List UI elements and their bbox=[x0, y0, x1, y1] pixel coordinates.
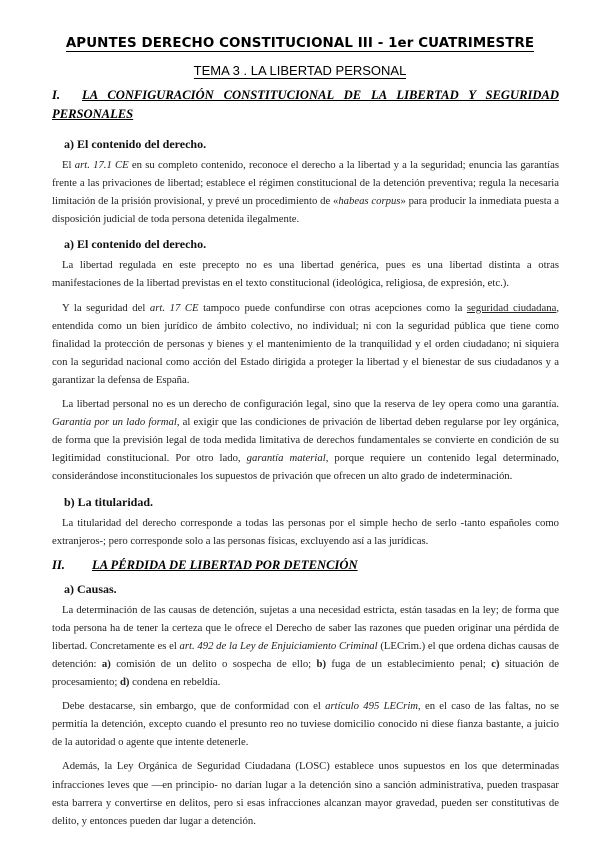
paragraph-libertad-regulada: La libertad regulada en este precepto no es una libertad genérica, pues es una libertad distinta a otras manifestaciones de la libertad previstas en el texto constitucional (ideológica, religiosa, de expresión, etc.). bbox=[52, 259, 559, 290]
topic-title-text: TEMA 3 . LA LIBERTAD PERSONAL bbox=[193, 63, 407, 78]
text: La libertad personal no es un derecho de configuración legal, sino que la reserva de ley opera como una garantía. bbox=[62, 398, 559, 411]
text: situación de procesamiento; bbox=[52, 657, 560, 689]
paragraph-seguridad bbox=[52, 299, 559, 389]
text: Debe destacarse, sin embargo, que de conformidad con el bbox=[62, 700, 326, 713]
text: » para producir la inmediata puesta a disposición judicial de toda persona detenida ilegalmente. bbox=[52, 195, 559, 226]
text: tampoco puede confundirse con otras acepciones como la bbox=[198, 301, 467, 314]
paragraph-titularidad: La titularidad del derecho corresponde a todas las personas por el simple hecho de serlo -tanto españoles como extranjeros-; pero corresponde solo a las personas físicas, excluyendo así a las jurídicas. bbox=[52, 516, 559, 547]
text: condena en rebeldía. bbox=[129, 676, 221, 689]
paragraph-art17-1 bbox=[52, 156, 559, 228]
section-title-2: LA PÉRDIDA DE LIBERTAD POR DETENCIÓN bbox=[92, 557, 358, 572]
subheading-titularidad: b) La titularidad. bbox=[64, 494, 154, 509]
document-body bbox=[52, 86, 559, 830]
text: comisión de un delito o sospecha de ello; bbox=[110, 657, 317, 670]
paragraph-faltas bbox=[52, 697, 559, 751]
italic-term: garantía material bbox=[246, 452, 326, 465]
paragraph-causas bbox=[52, 601, 559, 691]
subheading-causas: a) Causas. bbox=[64, 581, 117, 596]
paragraph-losc: Además, la Ley Orgánica de Seguridad Ciudadana (LOSC) establece unos supuestos en los que determinadas infracciones leves que —en principio- no darían lugar a la detención sino a sanción administrativa, pueden traspasar esta barrera y convertirse en delitos, pero si esas infracciones alcanzan mayor gravedad, pueden ser constitutivas de delito, y entonces pueden dar lugar a detención. bbox=[52, 760, 559, 827]
legal-reference: artículo 495 LECrim bbox=[325, 700, 419, 713]
legal-reference: art. 17 CE bbox=[149, 301, 199, 314]
section-heading-2 bbox=[52, 556, 559, 575]
latin-term: habeas corpus bbox=[338, 195, 401, 208]
legal-reference: art. 492 de la Ley de Enjuiciamiento Criminal bbox=[179, 639, 378, 652]
italic-term: Garantía por un lado formal bbox=[52, 416, 177, 429]
text: , al exigir que las condiciones de privación de libertad deben regularse por ley orgánica, de forma que la previsión legal de toda medida limitativa de derechos fundamentales se convierte en condición de su legitimidad constitucional. Por otro lado, bbox=[52, 416, 559, 465]
subheading-contenido-2: a) El contenido del derecho. bbox=[64, 237, 207, 252]
list-marker: b) bbox=[316, 657, 327, 670]
list-marker: d) bbox=[119, 676, 130, 689]
text: El bbox=[62, 159, 75, 171]
text: (LECrim.) el que ordena dichas causas de detención: bbox=[52, 639, 560, 670]
document-title bbox=[0, 36, 600, 51]
paragraph-configuracion-legal bbox=[52, 395, 559, 485]
topic-title bbox=[0, 63, 600, 78]
text: , porque requiere un contenido legal determinado, considerándose inconstitucionales los supuestos de privación que ofrecen un alto grado de indeterminación. bbox=[52, 452, 559, 483]
text: , entendida como un bien jurídico de ámbito colectivo, no individual; ni con la seguridad pública que tiene como finalidad la protección de personas y bienes y el mantenimiento de la tranquilidad y el orden ciudadano; ni siquiera con la seguridad nacional como acción del Estado dirigida a proteger la libertad y el bienestar de sus ciudadanos y a garantizar la defensa de España. bbox=[52, 301, 559, 386]
text: , en el caso de las faltas, no se permitía la detención, excepto cuando el presunto reo no tuviese domicilio conocido ni diese fianza bastante, a juicio de la autoridad o agente que intente detenerle. bbox=[52, 700, 559, 749]
list-marker: a) bbox=[101, 657, 111, 670]
section-heading-1 bbox=[52, 86, 559, 124]
text: fuga de un establecimiento penal; bbox=[326, 657, 492, 670]
text: en su completo contenido, reconoce el derecho a la libertad y a la seguridad; enuncia las garantías frente a las privaciones de libertad; establece el régimen constitucional de la detención preventiva; regula la necesaria limitación de la prisión provisional, y prevé un procedimiento de « bbox=[52, 159, 559, 208]
list-marker: c) bbox=[491, 657, 500, 670]
document-title-text: APUNTES DERECHO CONSTITUCIONAL III - 1er CUATRIMESTRE bbox=[65, 36, 535, 51]
underlined-term: seguridad ciudadana bbox=[466, 301, 557, 314]
section-title-1: LA CONFIGURACIÓN CONSTITUCIONAL DE LA LIBERTAD Y SEGURIDAD PERSONALES bbox=[52, 88, 559, 121]
section-number-2: II. bbox=[52, 557, 65, 572]
text: La determinación de las causas de detención, sujetas a una necesidad estricta, están tasadas en la ley; de forma que toda persona ha de tener la certeza que le ofrece el Derecho de saber las razones que pueden originar una pérdida de libertad. Concretamente es el bbox=[52, 603, 559, 652]
legal-reference: art. 17.1 CE bbox=[74, 159, 129, 171]
subheading-contenido-1: a) El contenido del derecho. bbox=[64, 137, 207, 151]
text: Y la seguridad del bbox=[62, 301, 150, 314]
section-number-1: I. bbox=[52, 88, 61, 102]
